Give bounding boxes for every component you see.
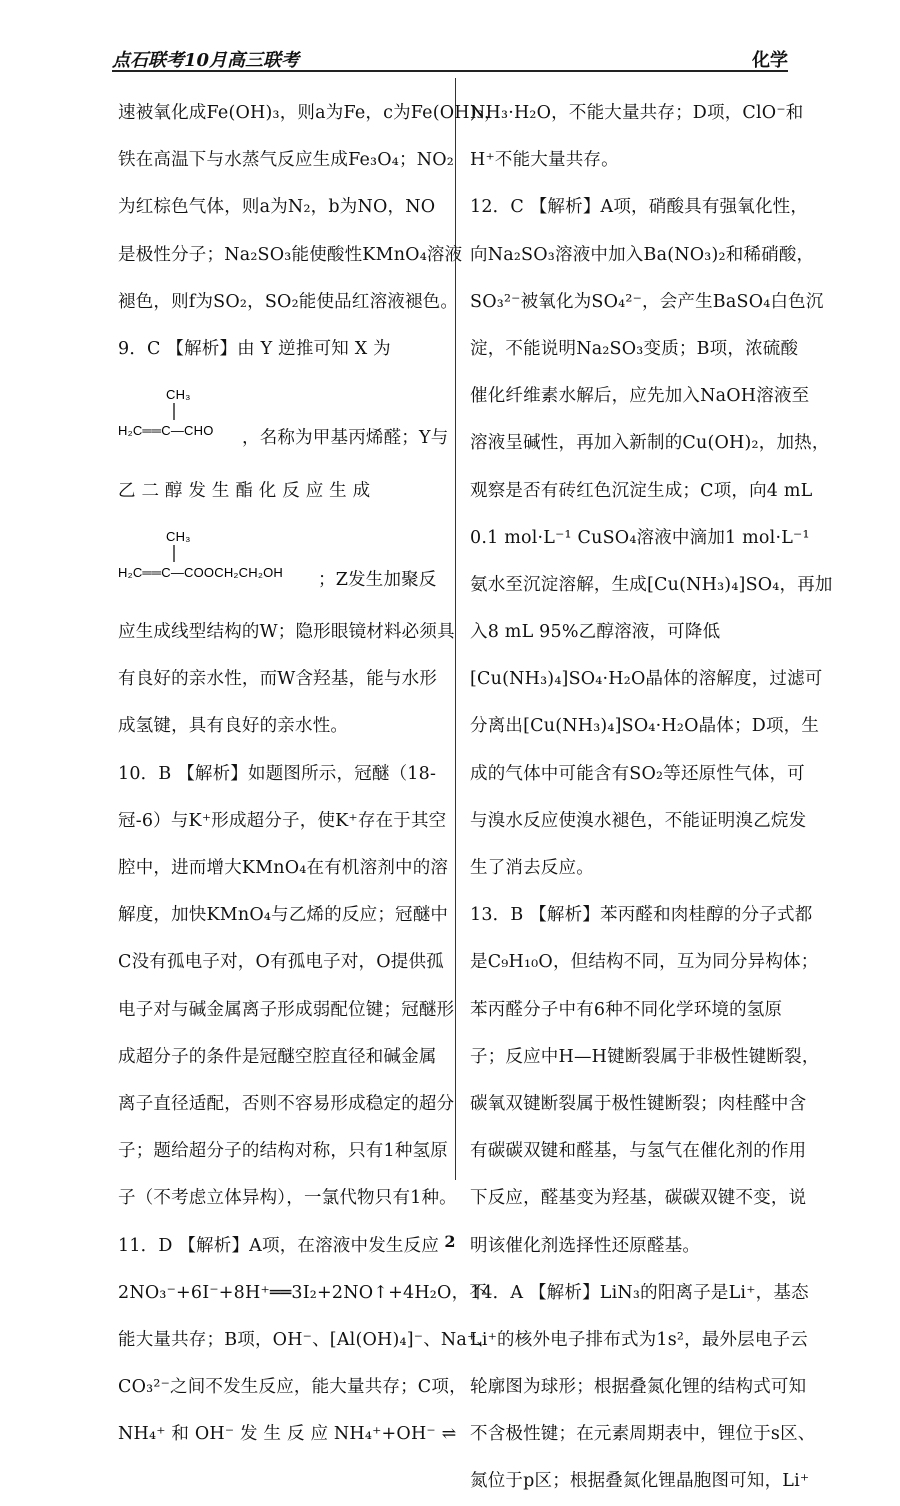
left-column bbox=[118, 90, 502, 1458]
text-line: 有良好的亲水性，而W含羟基，能与水形 bbox=[118, 669, 438, 690]
text-line: NH₄⁺ 和 OH⁻ 发 生 反 应 NH₄⁺+OH⁻ ⇌ bbox=[118, 1424, 457, 1445]
structure-hema bbox=[118, 515, 448, 609]
text-line: 12．C 【解析】A项，硝酸具有强氧化性， bbox=[470, 197, 809, 218]
header-exam-title: 点石联考10月高三联考 bbox=[112, 50, 300, 71]
text-line: 13．B 【解析】苯丙醛和肉桂醇的分子式都 bbox=[470, 905, 813, 926]
right-column bbox=[470, 90, 833, 1506]
text-line: 是极性分子；Na₂SO₃能使酸性KMnO₄溶液 bbox=[118, 244, 463, 265]
text-line: 观察是否有砖红色沉淀生成；C项，向4 mL bbox=[470, 480, 813, 501]
text-line: 催化纤维素水解后，应先加入NaOH溶液至 bbox=[470, 386, 810, 407]
text-line: 氮位于p区；根据叠氮化锂晶胞图可知，Li⁺ bbox=[470, 1471, 810, 1492]
page-header bbox=[112, 40, 788, 72]
text-line: 成氢键，具有良好的亲水性。 bbox=[118, 716, 349, 737]
methyl-label: CH₃ bbox=[166, 387, 191, 403]
text-line: 明该催化剂选择性还原醛基。 bbox=[470, 1235, 701, 1256]
text-line: C没有孤电子对，O有孤电子对，O提供孤 bbox=[118, 952, 444, 973]
text-line: 能大量共存；B项，OH⁻、[Al(OH)₄]⁻、Na⁺、 bbox=[118, 1329, 495, 1350]
text-line: 离子直径适配，否则不容易形成稳定的超分 bbox=[118, 1093, 455, 1114]
text-line: 下反应，醛基变为羟基，碳碳双键不变，说 bbox=[470, 1188, 807, 1209]
text-line: 冠-6）与K⁺形成超分子，使K⁺存在于其空 bbox=[118, 810, 447, 831]
text-line: 子；题给超分子的结构对称，只有1种氢原 bbox=[118, 1141, 448, 1162]
text-line: 铁在高温下与水蒸气反应生成Fe₃O₄；NO₂ bbox=[118, 150, 454, 171]
text-line: Li⁺的核外电子排布式为1s²，最外层电子云 bbox=[470, 1329, 808, 1350]
text-line: 碳氧双键断裂属于极性键断裂；肉桂醛中含 bbox=[470, 1093, 807, 1114]
text-line: 氨水至沉淀溶解，生成[Cu(NH₃)₄]SO₄，再加 bbox=[470, 574, 833, 595]
methyl-label: CH₃ bbox=[166, 528, 191, 544]
text-line: 应生成线型结构的W；隐形眼镜材料必须具 bbox=[118, 622, 455, 643]
text-line: 子；反应中H—H键断裂属于非极性键断裂， bbox=[470, 1046, 820, 1067]
text-line: 与溴水反应使溴水褪色，不能证明溴乙烷发 bbox=[470, 810, 807, 831]
structure-caption: ；Z发生加聚反 bbox=[318, 569, 437, 590]
text-line: 生了消去反应。 bbox=[470, 858, 594, 878]
text-line: 电子对与碱金属离子形成弱配位键；冠醚形 bbox=[118, 999, 455, 1020]
text-line: 乙 二 醇 发 生 酯 化 反 应 生 成 bbox=[118, 480, 371, 501]
text-line: 成的气体中可能含有SO₂等还原性气体，可 bbox=[470, 763, 805, 784]
text-line: 轮廓图为球形；根据叠氮化锂的结构式可知 bbox=[470, 1377, 807, 1398]
text-line: 向Na₂SO₃溶液中加入Ba(NO₃)₂和稀硝酸， bbox=[470, 244, 815, 265]
text-line: 9．C 【解析】由 Y 逆推可知 X 为 bbox=[118, 338, 391, 359]
text-line: 2NO₃⁻+6I⁻+8H⁺══3I₂+2NO↑+4H₂O，不 bbox=[118, 1282, 487, 1303]
text-line: 为红棕色气体，则a为N₂，b为NO，NO bbox=[118, 197, 436, 218]
text-line: 0.1 mol·L⁻¹ CuSO₄溶液中滴加1 mol·L⁻¹ bbox=[470, 527, 810, 548]
text-line: H⁺不能大量共存。 bbox=[470, 150, 619, 171]
text-line: 14．A 【解析】LiN₃的阳离子是Li⁺，基态 bbox=[470, 1282, 809, 1303]
text-line: 11．D 【解析】A项，在溶液中发生反应 bbox=[118, 1235, 439, 1256]
column-divider bbox=[455, 78, 456, 1180]
text-line: 不含极性键；在元素周期表中，锂位于s区、 bbox=[470, 1424, 816, 1445]
structure-drawing bbox=[118, 515, 318, 609]
text-line: 解度，加快KMnO₄与乙烯的反应；冠醚中 bbox=[118, 905, 449, 926]
text-line: NH₃·H₂O，不能大量共存；D项，ClO⁻和 bbox=[470, 103, 804, 123]
formula-main: H₂C══C—COOCH₂CH₂OH bbox=[118, 564, 283, 580]
header-subject: 化学 bbox=[752, 50, 788, 71]
structure-drawing bbox=[118, 373, 248, 467]
text-line: 子（不考虑立体异构），一氯代物只有1种。 bbox=[118, 1188, 457, 1209]
structure-caption: ，名称为甲基丙烯醛；Y与 bbox=[242, 428, 449, 449]
text-line: 腔中，进而增大KMnO₄在有机溶剂中的溶 bbox=[118, 858, 449, 879]
formula-main: H₂C══C—CHO bbox=[118, 423, 214, 439]
text-line: 淀，不能说明Na₂SO₃变质；B项，浓硫酸 bbox=[470, 338, 799, 359]
structure-methacrolein bbox=[118, 373, 448, 467]
text-line: 入8 mL 95%乙醇溶液，可降低 bbox=[470, 622, 721, 643]
text-line: 成超分子的条件是冠醚空腔直径和碱金属 bbox=[118, 1046, 437, 1067]
text-line: 有碳碳双键和醛基，与氢气在催化剂的作用 bbox=[470, 1141, 807, 1162]
text-line: 是C₉H₁₀O，但结构不同，互为同分异构体； bbox=[470, 952, 819, 973]
page-number: 2 bbox=[444, 1232, 456, 1251]
text-line: CO₃²⁻之间不发生反应，能大量共存；C项， bbox=[118, 1377, 467, 1398]
text-line: SO₃²⁻被氧化为SO₄²⁻，会产生BaSO₄白色沉 bbox=[470, 291, 824, 312]
text-line: 速被氧化成Fe(OH)₃，则a为Fe，c为Fe(OH)₃， bbox=[118, 103, 502, 123]
text-line: 10．B 【解析】如题图所示，冠醚（18- bbox=[118, 763, 437, 784]
text-line: 褪色，则f为SO₂，SO₂能使品红溶液褪色。 bbox=[118, 291, 459, 312]
text-line: 苯丙醛分子中有6种不同化学环境的氢原 bbox=[470, 999, 783, 1020]
text-line: 溶液呈碱性，再加入新制的Cu(OH)₂，加热， bbox=[470, 433, 830, 454]
text-line: 分离出[Cu(NH₃)₄]SO₄·H₂O晶体；D项，生 bbox=[470, 716, 820, 737]
text-line: [Cu(NH₃)₄]SO₄·H₂O晶体的溶解度，过滤可 bbox=[470, 669, 823, 690]
